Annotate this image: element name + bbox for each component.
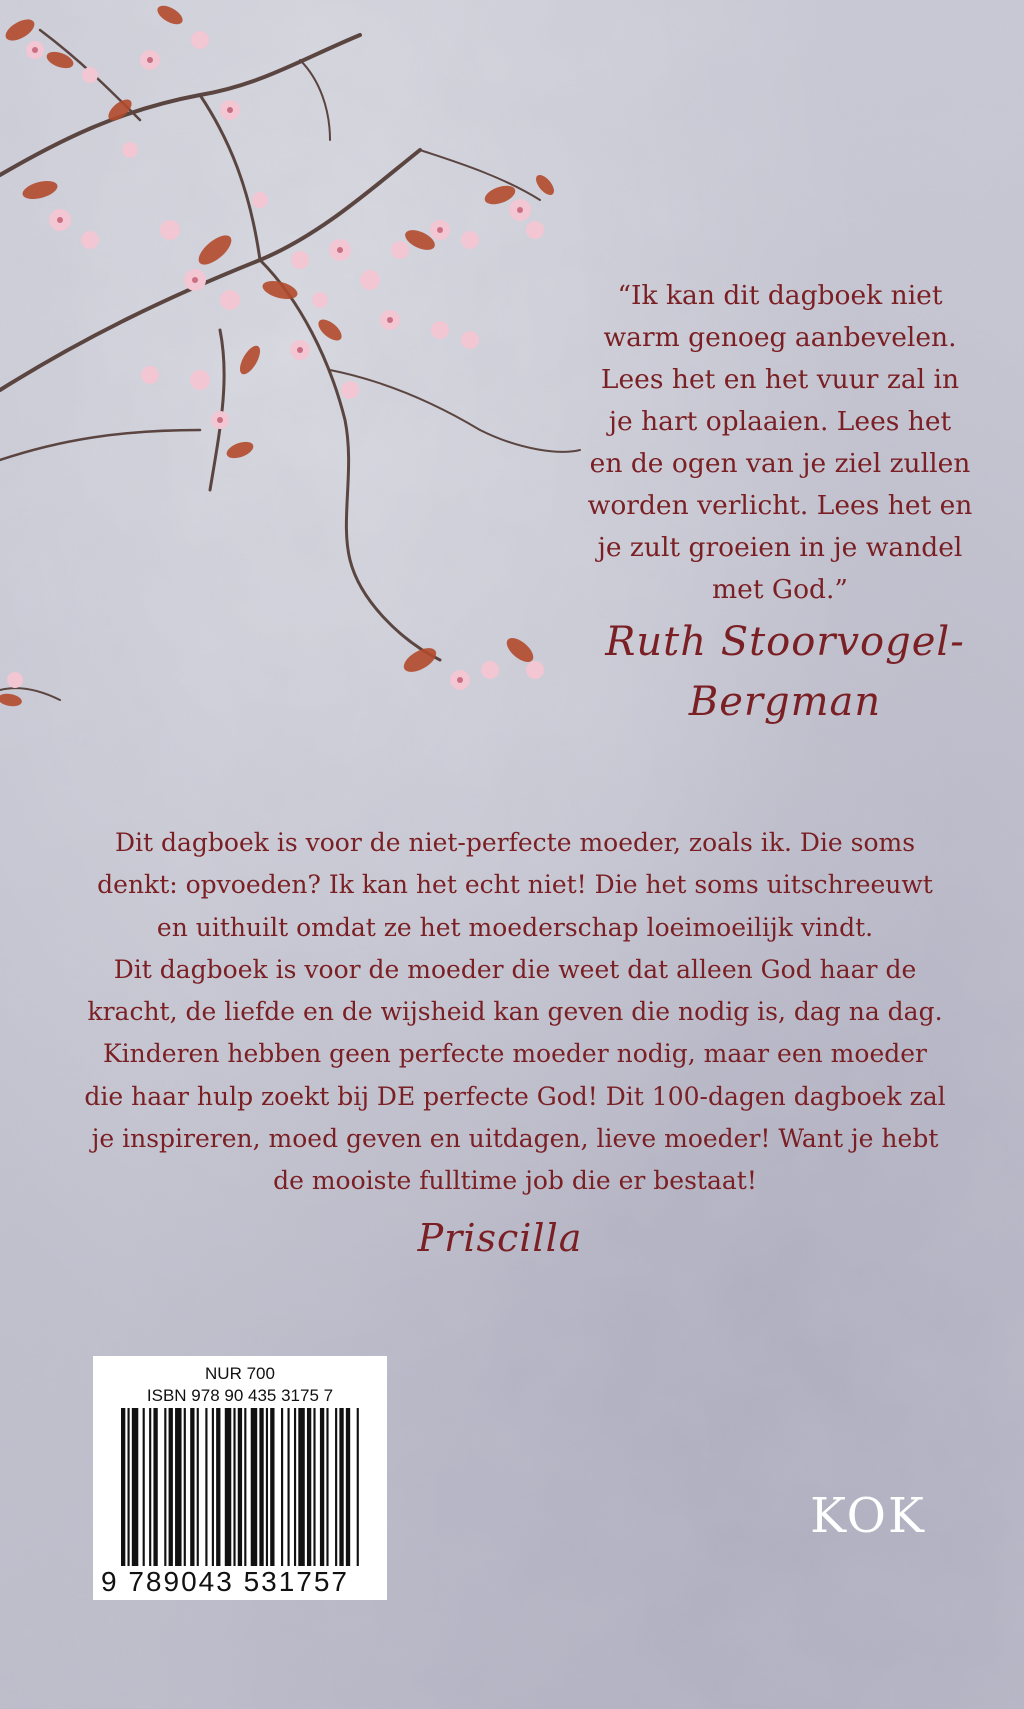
barcode-bar: [346, 1408, 350, 1566]
description-line: kracht, de liefde en de wijsheid kan geven die nodig is, dag na dag.: [87, 997, 943, 1027]
barcode-bar: [205, 1408, 207, 1566]
barcode-bar: [266, 1408, 268, 1566]
publisher-logo-text: KOK: [810, 1488, 926, 1544]
description-line: Kinderen hebben geen perfecte moeder nodig, maar een moeder: [103, 1039, 927, 1069]
quote-line: je zult groeien in je wandel: [597, 532, 963, 563]
barcode-bar: [190, 1408, 194, 1566]
quote-line: warm genoeg aanbevelen.: [603, 322, 957, 353]
barcode-bar: [225, 1408, 231, 1566]
barcode-bar: [184, 1408, 186, 1566]
barcode-bar: [270, 1408, 274, 1566]
isbn-number: ISBN 978 90 435 3175 7: [146, 1386, 334, 1405]
quote-author-line: Ruth Stoorvogel-: [605, 619, 965, 665]
barcode-bar: [326, 1408, 328, 1566]
barcode-bar: [335, 1408, 337, 1566]
barcode-bar: [153, 1408, 157, 1566]
quote-line: met God.”: [712, 574, 848, 605]
barcode-bar: [233, 1408, 235, 1566]
barcode-label: [93, 1356, 387, 1600]
barcode-bar: [164, 1408, 166, 1566]
description-author-signature: Priscilla: [417, 1216, 583, 1260]
book-description: [60, 822, 970, 1203]
quote-line: Lees het en het vuur zal in: [600, 364, 960, 395]
quote-line: je hart oplaaien. Lees het: [608, 406, 952, 437]
barcode-bars: [121, 1408, 361, 1566]
description-line: die haar hulp zoekt bij DE perfecte God! Dit 100-dagen dagboek zal: [84, 1081, 946, 1111]
quote-line: worden verlicht. Lees het en: [587, 490, 973, 521]
cherry-blossom-branches: [0, 0, 600, 720]
barcode-bar: [251, 1408, 257, 1566]
barcode-bar: [169, 1408, 173, 1566]
description-line: Dit dagboek is voor de niet-perfecte moeder, zoals ik. Die soms: [114, 828, 916, 857]
barcode-bar: [294, 1408, 296, 1566]
barcode-bar: [212, 1408, 214, 1566]
description-line: de mooiste fulltime job die er bestaat!: [273, 1166, 757, 1196]
quote-author-signature: [580, 612, 990, 732]
barcode-digits: 9 789043 531757: [101, 1566, 349, 1597]
endorsement-quote: [580, 275, 980, 611]
quote-line: en de ogen van je ziel zullen: [589, 448, 971, 479]
publisher-logo: [808, 1488, 928, 1548]
barcode-bar: [357, 1408, 359, 1566]
description-line: Dit dagboek is voor de moeder die weet dat alleen God haar de: [113, 954, 917, 984]
barcode-bar: [149, 1408, 151, 1566]
barcode-bar: [281, 1408, 283, 1566]
description-line: en uithuilt omdat ze het moederschap loeimoeilijk vindt.: [156, 912, 874, 942]
barcode-bar: [320, 1408, 324, 1566]
barcode-bar: [143, 1408, 145, 1566]
barcode-bar: [298, 1408, 304, 1566]
barcode-bar: [313, 1408, 315, 1566]
barcode-bar: [307, 1408, 311, 1566]
barcode-bar: [121, 1408, 125, 1566]
barcode-bar: [238, 1408, 242, 1566]
barcode-bar: [244, 1408, 246, 1566]
quote-line: “Ik kan dit dagboek niet: [617, 280, 943, 311]
barcode-bar: [339, 1408, 343, 1566]
barcode-bar: [259, 1408, 263, 1566]
barcode-bar: [175, 1408, 181, 1566]
nur-code: NUR 700: [205, 1364, 275, 1383]
barcode-bar: [132, 1408, 138, 1566]
description-line: je inspireren, moed geven en uitdagen, lieve moeder! Want je hebt: [91, 1124, 939, 1154]
quote-author-line: Bergman: [688, 679, 882, 725]
barcode-bar: [287, 1408, 289, 1566]
barcode-bar: [197, 1408, 199, 1566]
barcode-bar: [127, 1408, 129, 1566]
barcode-bar: [216, 1408, 220, 1566]
description-line: denkt: opvoeden? Ik kan het echt niet! Die het soms uitschreeuwt: [97, 870, 933, 900]
